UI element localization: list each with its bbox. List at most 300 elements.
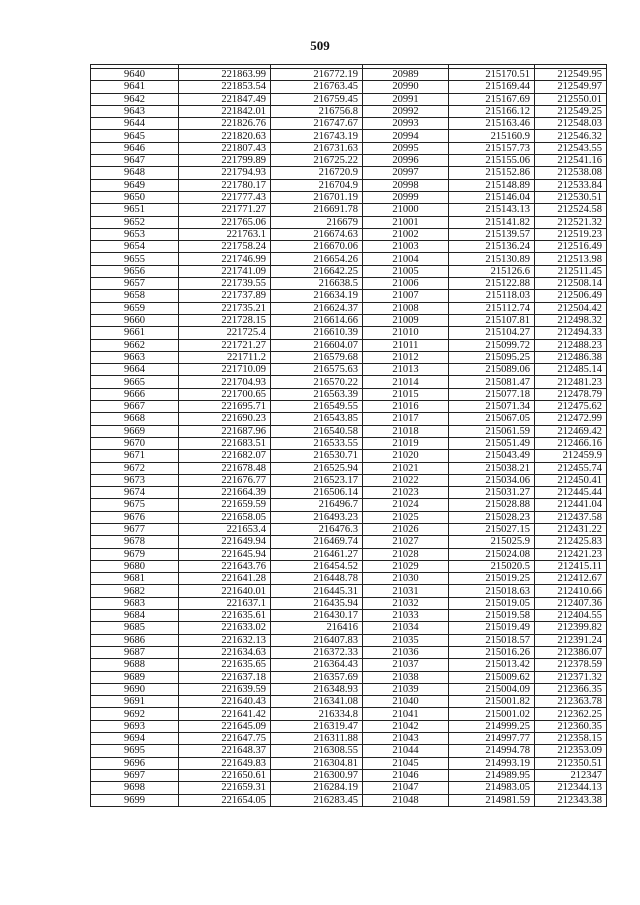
table-row: [91, 228, 607, 240]
table-cell-y-coordinate: 216604.07: [271, 339, 363, 351]
table-cell-y-coordinate: 212404.55: [535, 610, 607, 622]
table-row: [91, 388, 607, 400]
table-cell-x-coordinate: 221635.61: [179, 610, 271, 622]
table-row: [91, 142, 607, 154]
table-row: [91, 536, 607, 548]
table-cell-y-coordinate: 212459.9: [535, 450, 607, 462]
table-cell-x-coordinate: 215166.12: [449, 105, 535, 117]
table-row: [91, 757, 607, 769]
table-cell-y-coordinate: 216430.17: [271, 610, 363, 622]
table-cell-x-coordinate: 221721.27: [179, 339, 271, 351]
table-cell-y-coordinate: 212550.01: [535, 93, 607, 105]
table-cell-x-coordinate: 221645.09: [179, 720, 271, 732]
table-cell-y-coordinate: 216638.5: [271, 278, 363, 290]
table-cell-point-number: 9681: [91, 573, 179, 585]
table-cell-point-number: 20998: [363, 179, 449, 191]
table-cell-x-coordinate: 221664.39: [179, 487, 271, 499]
table-cell-x-coordinate: 215001.02: [449, 708, 535, 720]
table-cell-point-number: 20990: [363, 81, 449, 93]
table-cell-y-coordinate: 216747.67: [271, 118, 363, 130]
table-cell-point-number: 9680: [91, 560, 179, 572]
table-cell-y-coordinate: 216283.45: [271, 794, 363, 806]
table-cell-y-coordinate: 212508.14: [535, 278, 607, 290]
table-cell-y-coordinate: 216334.8: [271, 708, 363, 720]
table-cell-x-coordinate: 221683.51: [179, 437, 271, 449]
table-cell-point-number: 21019: [363, 437, 449, 449]
table-row: [91, 351, 607, 363]
table-cell-y-coordinate: 212533.84: [535, 179, 607, 191]
table-cell-point-number: 21035: [363, 634, 449, 646]
table-row: [91, 683, 607, 695]
table-row: [91, 573, 607, 585]
table-cell-x-coordinate: 221794.93: [179, 167, 271, 179]
table-cell-point-number: 9662: [91, 339, 179, 351]
table-cell-x-coordinate: 221648.37: [179, 745, 271, 757]
table-cell-x-coordinate: 221649.83: [179, 757, 271, 769]
table-cell-point-number: 21009: [363, 314, 449, 326]
table-cell-point-number: 20991: [363, 93, 449, 105]
table-cell-y-coordinate: 216319.47: [271, 720, 363, 732]
table-cell-x-coordinate: 221728.15: [179, 314, 271, 326]
table-row: [91, 191, 607, 203]
table-cell-x-coordinate: 221826.76: [179, 118, 271, 130]
table-cell-point-number: 9647: [91, 155, 179, 167]
table-cell-point-number: 21044: [363, 745, 449, 757]
table-cell-point-number: 20992: [363, 105, 449, 117]
table-cell-x-coordinate: 214983.05: [449, 782, 535, 794]
table-cell-x-coordinate: 221658.05: [179, 511, 271, 523]
table-cell-point-number: 9646: [91, 142, 179, 154]
table-cell-point-number: 9656: [91, 265, 179, 277]
table-row: [91, 327, 607, 339]
table-cell-y-coordinate: 212412.67: [535, 573, 607, 585]
table-cell-y-coordinate: 216435.94: [271, 597, 363, 609]
table-cell-y-coordinate: 216308.55: [271, 745, 363, 757]
table-cell-point-number: 21022: [363, 474, 449, 486]
table-cell-y-coordinate: 216476.3: [271, 523, 363, 535]
table-cell-y-coordinate: 212441.04: [535, 499, 607, 511]
table-cell-x-coordinate: 221710.09: [179, 364, 271, 376]
table-row: [91, 265, 607, 277]
table-cell-point-number: 9666: [91, 388, 179, 400]
table-cell-x-coordinate: 221650.61: [179, 769, 271, 781]
table-cell-x-coordinate: 215071.34: [449, 401, 535, 413]
table-cell-y-coordinate: 216416: [271, 622, 363, 634]
table-row: [91, 241, 607, 253]
table-cell-x-coordinate: 215143.13: [449, 204, 535, 216]
table-cell-y-coordinate: 216304.81: [271, 757, 363, 769]
table-cell-point-number: 9687: [91, 646, 179, 658]
table-cell-point-number: 21026: [363, 523, 449, 535]
table-cell-x-coordinate: 215104.27: [449, 327, 535, 339]
table-cell-point-number: 9649: [91, 179, 179, 191]
table-cell-y-coordinate: 216679: [271, 216, 363, 228]
table-cell-x-coordinate: 215169.44: [449, 81, 535, 93]
table-row: [91, 401, 607, 413]
table-cell-y-coordinate: 216670.06: [271, 241, 363, 253]
table-cell-point-number: 9658: [91, 290, 179, 302]
table-cell-y-coordinate: 216533.55: [271, 437, 363, 449]
table-cell-x-coordinate: 221639.59: [179, 683, 271, 695]
table-cell-point-number: 9688: [91, 659, 179, 671]
table-cell-point-number: 21014: [363, 376, 449, 388]
table-cell-y-coordinate: 216579.68: [271, 351, 363, 363]
table-cell-x-coordinate: 215034.06: [449, 474, 535, 486]
table-cell-x-coordinate: 215112.74: [449, 302, 535, 314]
table-cell-x-coordinate: 215152.86: [449, 167, 535, 179]
table-cell-y-coordinate: 216469.74: [271, 536, 363, 548]
table-cell-y-coordinate: 212362.25: [535, 708, 607, 720]
table-cell-point-number: 21036: [363, 646, 449, 658]
table-cell-point-number: 21038: [363, 671, 449, 683]
table-cell-point-number: 9660: [91, 314, 179, 326]
table-cell-point-number: 21030: [363, 573, 449, 585]
table-cell-y-coordinate: 216445.31: [271, 585, 363, 597]
table-row: [91, 118, 607, 130]
table-cell-point-number: 21041: [363, 708, 449, 720]
table-cell-point-number: 9651: [91, 204, 179, 216]
table-cell-x-coordinate: 221741.09: [179, 265, 271, 277]
table-cell-y-coordinate: 212485.14: [535, 364, 607, 376]
table-cell-point-number: 21005: [363, 265, 449, 277]
table-row: [91, 769, 607, 781]
table-cell-x-coordinate: 221735.21: [179, 302, 271, 314]
table-cell-x-coordinate: 215139.57: [449, 228, 535, 240]
table-cell-y-coordinate: 216407.83: [271, 634, 363, 646]
table-cell-y-coordinate: 212431.22: [535, 523, 607, 535]
table-cell-y-coordinate: 212506.49: [535, 290, 607, 302]
table-row: [91, 560, 607, 572]
table-row: [91, 487, 607, 499]
table-cell-x-coordinate: 214999.25: [449, 720, 535, 732]
table-cell-y-coordinate: 216341.08: [271, 696, 363, 708]
table-cell-x-coordinate: 221765.06: [179, 216, 271, 228]
table-cell-point-number: 9669: [91, 425, 179, 437]
table-cell-point-number: 21028: [363, 548, 449, 560]
table-cell-y-coordinate: 212466.16: [535, 437, 607, 449]
table-cell-point-number: 21008: [363, 302, 449, 314]
table-cell-point-number: 9642: [91, 93, 179, 105]
table-cell-point-number: 21034: [363, 622, 449, 634]
table-cell-y-coordinate: 216634.19: [271, 290, 363, 302]
table-cell-x-coordinate: 215024.08: [449, 548, 535, 560]
table-row: [91, 216, 607, 228]
table-cell-point-number: 21003: [363, 241, 449, 253]
table-cell-y-coordinate: 216525.94: [271, 462, 363, 474]
table-cell-y-coordinate: 212358.15: [535, 733, 607, 745]
table-cell-y-coordinate: 212521.32: [535, 216, 607, 228]
table-row: [91, 782, 607, 794]
table-cell-x-coordinate: 215019.49: [449, 622, 535, 634]
table-cell-y-coordinate: 212504.42: [535, 302, 607, 314]
table-cell-y-coordinate: 216720.9: [271, 167, 363, 179]
table-cell-x-coordinate: 221640.43: [179, 696, 271, 708]
table-cell-y-coordinate: 216372.33: [271, 646, 363, 658]
table-cell-x-coordinate: 221635.65: [179, 659, 271, 671]
table-cell-point-number: 9661: [91, 327, 179, 339]
table-cell-x-coordinate: 221842.01: [179, 105, 271, 117]
table-row: [91, 610, 607, 622]
table-cell-x-coordinate: 215027.15: [449, 523, 535, 535]
table-cell-point-number: 9677: [91, 523, 179, 535]
table-cell-x-coordinate: 221820.63: [179, 130, 271, 142]
table-cell-point-number: 9692: [91, 708, 179, 720]
table-cell-y-coordinate: 216674.63: [271, 228, 363, 240]
table-cell-x-coordinate: 215031.27: [449, 487, 535, 499]
table-cell-y-coordinate: 216496.7: [271, 499, 363, 511]
table-row: [91, 474, 607, 486]
table-cell-x-coordinate: 221654.05: [179, 794, 271, 806]
table-cell-point-number: 9654: [91, 241, 179, 253]
table-cell-point-number: 9675: [91, 499, 179, 511]
table-row: [91, 745, 607, 757]
table-cell-x-coordinate: 221637.1: [179, 597, 271, 609]
table-cell-point-number: 21023: [363, 487, 449, 499]
table-cell-x-coordinate: 221799.89: [179, 155, 271, 167]
table-cell-point-number: 9643: [91, 105, 179, 117]
table-cell-x-coordinate: 221687.96: [179, 425, 271, 437]
table-cell-x-coordinate: 215061.59: [449, 425, 535, 437]
table-cell-x-coordinate: 221659.59: [179, 499, 271, 511]
table-cell-y-coordinate: 216530.71: [271, 450, 363, 462]
page-number: 509: [310, 38, 330, 53]
table-row: [91, 130, 607, 142]
table-row: [91, 462, 607, 474]
table-cell-y-coordinate: 212353.09: [535, 745, 607, 757]
table-cell-x-coordinate: 215067.05: [449, 413, 535, 425]
table-cell-y-coordinate: 216725.22: [271, 155, 363, 167]
table-row: [91, 314, 607, 326]
table-cell-x-coordinate: 215019.05: [449, 597, 535, 609]
table-cell-y-coordinate: 212549.95: [535, 69, 607, 81]
table-cell-x-coordinate: 221647.75: [179, 733, 271, 745]
table-cell-point-number: 21039: [363, 683, 449, 695]
coordinates-table-body: [91, 65, 607, 807]
table-cell-point-number: 9665: [91, 376, 179, 388]
table-cell-point-number: 9689: [91, 671, 179, 683]
table-cell-y-coordinate: 212421.23: [535, 548, 607, 560]
table-cell-x-coordinate: 215118.03: [449, 290, 535, 302]
table-cell-point-number: 9640: [91, 69, 179, 81]
table-row: [91, 659, 607, 671]
table-cell-point-number: 21029: [363, 560, 449, 572]
table-cell-point-number: 20999: [363, 191, 449, 203]
table-cell-x-coordinate: 221711.2: [179, 351, 271, 363]
table-cell-y-coordinate: 216493.23: [271, 511, 363, 523]
table-cell-point-number: 21018: [363, 425, 449, 437]
table-cell-x-coordinate: 221725.4: [179, 327, 271, 339]
table-cell-point-number: 9682: [91, 585, 179, 597]
table-cell-x-coordinate: 221746.99: [179, 253, 271, 265]
table-cell-point-number: 21046: [363, 769, 449, 781]
table-cell-y-coordinate: 212530.51: [535, 191, 607, 203]
table-cell-x-coordinate: 214993.19: [449, 757, 535, 769]
table-cell-point-number: 20994: [363, 130, 449, 142]
table-cell-y-coordinate: 216523.17: [271, 474, 363, 486]
table-row: [91, 81, 607, 93]
table-cell-x-coordinate: 221777.43: [179, 191, 271, 203]
table-cell-x-coordinate: 215016.26: [449, 646, 535, 658]
table-cell-y-coordinate: 216759.45: [271, 93, 363, 105]
table-cell-y-coordinate: 212486.38: [535, 351, 607, 363]
table-cell-y-coordinate: 212543.55: [535, 142, 607, 154]
table-cell-point-number: 21045: [363, 757, 449, 769]
table-cell-point-number: 21017: [363, 413, 449, 425]
table-cell-y-coordinate: 212386.07: [535, 646, 607, 658]
table-cell-point-number: 9652: [91, 216, 179, 228]
table-cell-x-coordinate: 221678.48: [179, 462, 271, 474]
table-cell-point-number: 9672: [91, 462, 179, 474]
table-cell-x-coordinate: 215157.73: [449, 142, 535, 154]
table-row: [91, 548, 607, 560]
table-cell-y-coordinate: 212445.44: [535, 487, 607, 499]
table-cell-x-coordinate: 221637.18: [179, 671, 271, 683]
table-cell-y-coordinate: 212513.98: [535, 253, 607, 265]
table-cell-x-coordinate: 214994.78: [449, 745, 535, 757]
table-cell-y-coordinate: 216691.78: [271, 204, 363, 216]
table-cell-y-coordinate: 216506.14: [271, 487, 363, 499]
table-cell-point-number: 9671: [91, 450, 179, 462]
table-cell-y-coordinate: 216614.66: [271, 314, 363, 326]
table-row: [91, 794, 607, 806]
table-row: [91, 339, 607, 351]
table-cell-point-number: 21006: [363, 278, 449, 290]
table-cell-point-number: 9696: [91, 757, 179, 769]
table-cell-y-coordinate: 216364.43: [271, 659, 363, 671]
table-cell-point-number: 9693: [91, 720, 179, 732]
table-cell-y-coordinate: 212469.42: [535, 425, 607, 437]
table-cell-point-number: 9674: [91, 487, 179, 499]
table-cell-point-number: 21013: [363, 364, 449, 376]
table-cell-x-coordinate: 221634.63: [179, 646, 271, 658]
table-cell-y-coordinate: 216756.8: [271, 105, 363, 117]
table-cell-point-number: 21002: [363, 228, 449, 240]
table-cell-y-coordinate: 212498.32: [535, 314, 607, 326]
table-cell-point-number: 9641: [91, 81, 179, 93]
table-cell-point-number: 20997: [363, 167, 449, 179]
table-cell-point-number: 9684: [91, 610, 179, 622]
table-cell-y-coordinate: 216311.88: [271, 733, 363, 745]
table-row: [91, 585, 607, 597]
table-cell-point-number: 9673: [91, 474, 179, 486]
table-row: [91, 671, 607, 683]
table-cell-y-coordinate: 212415.11: [535, 560, 607, 572]
table-cell-y-coordinate: 212366.35: [535, 683, 607, 695]
table-cell-x-coordinate: 215081.47: [449, 376, 535, 388]
table-cell-x-coordinate: 221780.17: [179, 179, 271, 191]
table-row: [91, 511, 607, 523]
table-cell-y-coordinate: 212350.51: [535, 757, 607, 769]
table-cell-x-coordinate: 214981.59: [449, 794, 535, 806]
table-cell-y-coordinate: 212472.99: [535, 413, 607, 425]
table-cell-x-coordinate: 215004.09: [449, 683, 535, 695]
table-cell-y-coordinate: 216743.19: [271, 130, 363, 142]
table-cell-x-coordinate: 215107.81: [449, 314, 535, 326]
coordinates-table: [90, 64, 607, 807]
table-cell-x-coordinate: 215077.18: [449, 388, 535, 400]
table-cell-x-coordinate: 221641.42: [179, 708, 271, 720]
table-cell-y-coordinate: 212344.13: [535, 782, 607, 794]
table-cell-point-number: 9690: [91, 683, 179, 695]
table-cell-y-coordinate: 216624.37: [271, 302, 363, 314]
table-cell-y-coordinate: 212519.23: [535, 228, 607, 240]
table-cell-y-coordinate: 216610.39: [271, 327, 363, 339]
table-cell-point-number: 21021: [363, 462, 449, 474]
table-cell-point-number: 21032: [363, 597, 449, 609]
table-cell-point-number: 20993: [363, 118, 449, 130]
table-cell-y-coordinate: 216357.69: [271, 671, 363, 683]
table-cell-point-number: 9653: [91, 228, 179, 240]
table-row: [91, 450, 607, 462]
table-cell-x-coordinate: 215160.9: [449, 130, 535, 142]
table-cell-y-coordinate: 216448.78: [271, 573, 363, 585]
table-cell-y-coordinate: 216284.19: [271, 782, 363, 794]
table-cell-point-number: 9668: [91, 413, 179, 425]
table-cell-point-number: 9664: [91, 364, 179, 376]
table-cell-x-coordinate: 221807.43: [179, 142, 271, 154]
table-cell-x-coordinate: 221700.65: [179, 388, 271, 400]
table-cell-y-coordinate: 212410.66: [535, 585, 607, 597]
table-cell-x-coordinate: 215028.88: [449, 499, 535, 511]
table-cell-point-number: 21001: [363, 216, 449, 228]
table-cell-y-coordinate: 212549.97: [535, 81, 607, 93]
table-cell-y-coordinate: 212546.32: [535, 130, 607, 142]
table-cell-y-coordinate: 212360.35: [535, 720, 607, 732]
table-cell-y-coordinate: 216570.22: [271, 376, 363, 388]
table-row: [91, 425, 607, 437]
table-cell-point-number: 20996: [363, 155, 449, 167]
table-row: [91, 105, 607, 117]
table-cell-y-coordinate: 212378.59: [535, 659, 607, 671]
table-cell-point-number: 9697: [91, 769, 179, 781]
table-cell-x-coordinate: 221771.27: [179, 204, 271, 216]
table-cell-y-coordinate: 212548.03: [535, 118, 607, 130]
table-cell-x-coordinate: 221659.31: [179, 782, 271, 794]
table-cell-point-number: 9685: [91, 622, 179, 634]
table-cell-y-coordinate: 216461.27: [271, 548, 363, 560]
table-cell-point-number: 21033: [363, 610, 449, 622]
table-row: [91, 413, 607, 425]
table-cell-x-coordinate: 221682.07: [179, 450, 271, 462]
table-cell-y-coordinate: 212347: [535, 769, 607, 781]
table-cell-y-coordinate: 212511.45: [535, 265, 607, 277]
table-cell-point-number: 21024: [363, 499, 449, 511]
table-cell-x-coordinate: 215028.23: [449, 511, 535, 523]
table-cell-point-number: 9650: [91, 191, 179, 203]
table-cell-point-number: 21031: [363, 585, 449, 597]
table-row: [91, 253, 607, 265]
table-cell-x-coordinate: 215163.46: [449, 118, 535, 130]
table-row: [91, 290, 607, 302]
table-cell-x-coordinate: 215038.21: [449, 462, 535, 474]
table-cell-x-coordinate: 221758.24: [179, 241, 271, 253]
table-cell-x-coordinate: 215146.04: [449, 191, 535, 203]
table-cell-y-coordinate: 212399.82: [535, 622, 607, 634]
table-row: [91, 376, 607, 388]
table-row: [91, 720, 607, 732]
table-cell-x-coordinate: 221632.13: [179, 634, 271, 646]
table-cell-y-coordinate: 216543.85: [271, 413, 363, 425]
table-cell-x-coordinate: 221853.54: [179, 81, 271, 93]
table-cell-point-number: 9686: [91, 634, 179, 646]
table-cell-x-coordinate: 215009.62: [449, 671, 535, 683]
table-cell-x-coordinate: 214989.95: [449, 769, 535, 781]
table-cell-x-coordinate: 221676.77: [179, 474, 271, 486]
table-cell-y-coordinate: 212524.58: [535, 204, 607, 216]
table-cell-y-coordinate: 216540.58: [271, 425, 363, 437]
table-cell-point-number: 21047: [363, 782, 449, 794]
table-cell-y-coordinate: 212450.41: [535, 474, 607, 486]
